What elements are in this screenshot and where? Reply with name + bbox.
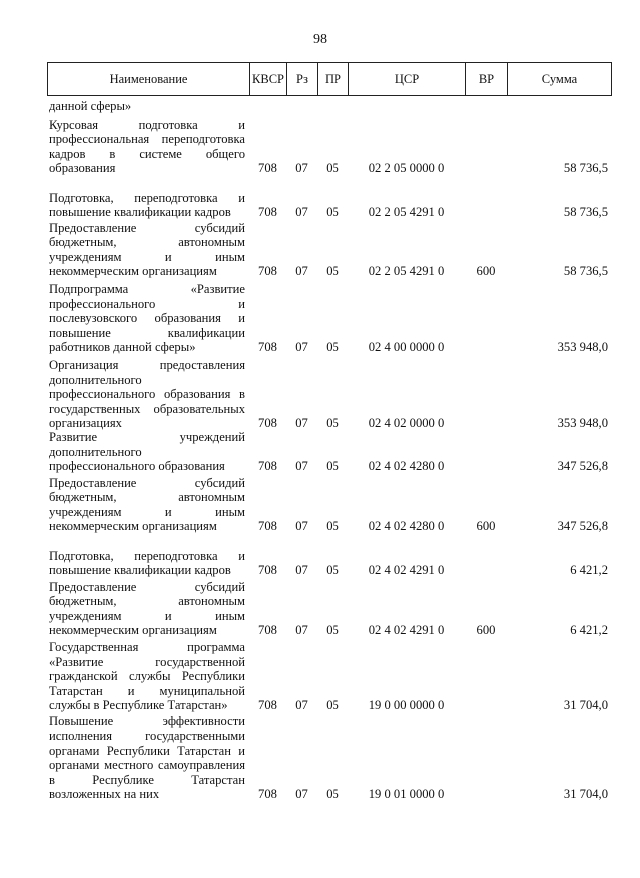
row-sum: 58 736,5: [563, 161, 608, 176]
table-header: [47, 62, 612, 96]
row-kvsr: 708: [258, 340, 277, 355]
row-kvsr: 708: [258, 205, 277, 220]
row-name: Курсовая подготовка и профессиональная переподготовка кадров в системе общего образования: [49, 117, 245, 176]
row-pr: 05: [326, 459, 339, 474]
row-sum: 6 421,2: [570, 623, 608, 638]
row-sum: 58 736,5: [563, 205, 608, 220]
row-name: Государственная программа «Развитие государственной гражданской службы Республики Татарстан и муниципальной службы в Республике Татарстан»: [49, 640, 245, 713]
row-pr: 05: [326, 416, 339, 431]
row-csr: 02 4 02 4291 0: [368, 563, 445, 578]
row-name: Предоставление субсидий бюджетным, автономным учреждениям и иным некоммерческим организациям: [49, 579, 245, 638]
table-row: [47, 221, 612, 279]
row-pr: 05: [326, 519, 339, 534]
row-sum: 347 526,8: [557, 459, 608, 474]
header-kvsr: КВСР: [250, 63, 287, 95]
table-row: [47, 280, 612, 355]
row-rz: 07: [295, 161, 308, 176]
row-rz: 07: [295, 563, 308, 578]
row-name: Подготовка, переподготовка и повышение квалификации кадров: [49, 548, 245, 578]
row-name: Предоставление субсидий бюджетным, автономным учреждениям и иным некоммерческим организациям: [49, 475, 245, 534]
table-row: [47, 432, 612, 474]
row-sum: 353 948,0: [557, 416, 608, 431]
row-rz: 07: [295, 340, 308, 355]
row-name: Предоставление субсидий бюджетным, автономным учреждениям и иным некоммерческим организациям: [49, 220, 245, 279]
row-pr: 05: [326, 205, 339, 220]
row-pr: 05: [326, 563, 339, 578]
page-number: 98: [313, 32, 327, 47]
row-vr: 600: [476, 264, 496, 279]
row-pr: 05: [326, 340, 339, 355]
row-kvsr: 708: [258, 416, 277, 431]
table-row: [47, 535, 612, 578]
row-rz: 07: [295, 264, 308, 279]
row-csr: 02 4 00 0000 0: [368, 340, 445, 355]
row-rz: 07: [295, 787, 308, 802]
row-csr: 02 4 02 0000 0: [368, 416, 445, 431]
row-kvsr: 708: [258, 698, 277, 713]
row-name: Подпрограмма «Развитие профессионального и послевузовского образования и повышение квалификации работников данной сферы»: [49, 282, 245, 355]
row-name: Повышение эффективности исполнения государственными органами Республики Татарстан и органами местного самоуправления в Республике Татарстан возложенных на них: [49, 714, 245, 802]
row-pr: 05: [326, 161, 339, 176]
table-row: [47, 117, 612, 176]
row-csr: 02 4 02 4280 0: [368, 519, 445, 534]
row-pr: 05: [326, 698, 339, 713]
row-name: Подготовка, переподготовка и повышение квалификации кадров: [49, 190, 245, 220]
row-kvsr: 708: [258, 623, 277, 638]
row-csr: 19 0 00 0000 0: [368, 698, 445, 713]
row-sum: 6 421,2: [570, 563, 608, 578]
row-sum: 347 526,8: [557, 519, 608, 534]
table-row: [47, 178, 612, 220]
row-pr: 05: [326, 264, 339, 279]
table-row: [47, 714, 612, 802]
row-sum: 58 736,5: [563, 264, 608, 279]
table-row: [47, 475, 612, 534]
table-row: [47, 640, 612, 713]
row-rz: 07: [295, 205, 308, 220]
row-sum: 31 704,0: [563, 698, 608, 713]
row-csr: 02 2 05 4291 0: [368, 264, 445, 279]
row-kvsr: 708: [258, 787, 277, 802]
row-csr: 02 4 02 4291 0: [368, 623, 445, 638]
row-pr: 05: [326, 623, 339, 638]
row-csr: 02 2 05 4291 0: [368, 205, 445, 220]
row-name: данной сферы»: [49, 99, 132, 114]
row-kvsr: 708: [258, 459, 277, 474]
header-pr: ПР: [318, 63, 349, 95]
table-row: [47, 358, 612, 431]
row-vr: 600: [476, 519, 496, 534]
header-csr: ЦСР: [349, 63, 466, 95]
row-rz: 07: [295, 698, 308, 713]
row-pr: 05: [326, 787, 339, 802]
row-kvsr: 708: [258, 161, 277, 176]
row-rz: 07: [295, 416, 308, 431]
row-kvsr: 708: [258, 264, 277, 279]
row-csr: 02 4 02 4280 0: [368, 459, 445, 474]
header-name: Наименование: [48, 63, 250, 95]
row-name: Организация предоставления дополнительного профессионального образования в государственных образовательных организациях: [49, 358, 245, 431]
table-row: [47, 579, 612, 638]
row-rz: 07: [295, 459, 308, 474]
row-sum: 31 704,0: [563, 787, 608, 802]
row-vr: 600: [476, 623, 496, 638]
row-name: Развитие учреждений дополнительного профессионального образования: [49, 430, 245, 474]
header-rz: Рз: [287, 63, 318, 95]
row-kvsr: 708: [258, 563, 277, 578]
row-csr: 19 0 01 0000 0: [368, 787, 445, 802]
row-csr: 02 2 05 0000 0: [368, 161, 445, 176]
row-kvsr: 708: [258, 519, 277, 534]
table-row: [47, 97, 612, 114]
row-rz: 07: [295, 623, 308, 638]
row-rz: 07: [295, 519, 308, 534]
header-sum: Сумма: [541, 71, 578, 86]
row-sum: 353 948,0: [557, 340, 608, 355]
header-vr: ВР: [466, 63, 508, 95]
